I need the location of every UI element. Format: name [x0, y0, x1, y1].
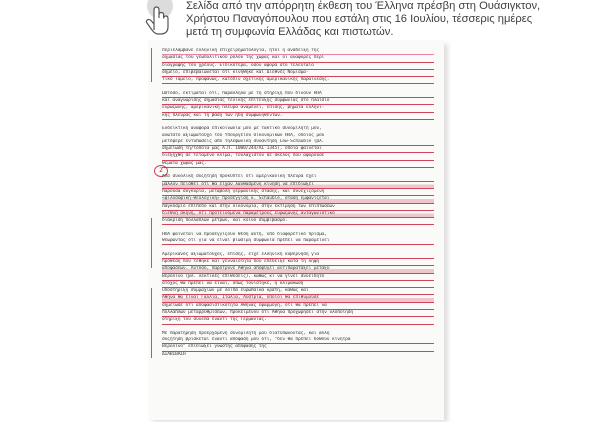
document-line: παρούσα συγκυρία, μεταβολή γερμανικής στάσης, και συνεχιζόμενη	[162, 189, 434, 196]
document-line: Από συνολική συζήτηση προκύπτει ότι αμερικανική πλευρά έχει	[162, 174, 434, 181]
document-line: σημείωσή τη/τοποία μας Α.Π. 1000/244/ΑΣ 1345), οποία φαίνεται	[162, 146, 434, 153]
document-line: πρόθεση που τέθηκε και γενναιότητα που επέδειξε κατά τη λήψη	[162, 259, 434, 266]
document-line: περιελάμβανε ελληνική επιχειρηματολογία, ήτοι η ανάδειξη της	[162, 48, 434, 55]
photo-caption	[186, 0, 541, 38]
document-line: στήριξη του συνεπά έναντι της Γερμανίας.	[162, 317, 434, 324]
document-line: στόχος θα πρέπει να είναι, όπως τονίστηκε, η κλιμάκωση	[162, 281, 434, 288]
embassy-report-page	[148, 40, 444, 420]
hand-pointer-icon	[140, 0, 174, 36]
document-line: ΗΠΑ φαίνεται να προσεγγίζουν θέση αυτή, υπό διαφορετικό πρίσμα,	[162, 231, 327, 237]
paragraph-number-circle: 2	[154, 165, 168, 177]
document-line: διαγραφής του χρέους. Ειδικότερα, οσον αφορά στο τελευταίο	[162, 63, 434, 70]
document-line: διάκριση πολλαπλών μέτρων, και κοινό συμβιβασμό.	[162, 218, 434, 225]
document-line: τικό Ταμείο, προφανώς, κατόπιν σχετικής αμερικανικής παραίνεσης.	[162, 77, 434, 84]
document-line: ευρωζώνης, αμερικανική πλευρά αναμένει, επίσης, βήματα ελληνι-	[162, 105, 434, 112]
document-line: υποστήριξη συμμαχιών με λοιπά ευρωπαϊκά κράτη, καθώς και	[162, 288, 434, 295]
document-line: ΔΙΑΒΙΒΑΣΗ	[162, 351, 186, 357]
document-line: Ωστόσο, εκτιμάται ότι, παράλληλα με τη στήριξη που δίνουν ΗΠΑ	[162, 91, 434, 98]
document-line: συζήτηση βρίσκεται έναντι απόφαση μου ότι, "δεν θα πρέπει δοθούν κίνητρα	[162, 337, 434, 344]
document-line: διεξήχθη σε τεταμένο κλίμα, τουλάχιστον σε σκέλος που αφορούσε	[162, 153, 434, 160]
document-line: Με παρατήρηση προερχόμενη συνομιλητή μου διατυπώνοντας, και άλλη	[162, 330, 330, 336]
document-line: σημείο, επιβεβαιώνεται ότι κινήθηκε και Διεθνές Νομισμα-	[162, 70, 434, 77]
document-line: μετέφερε εντυπώσεις από τηλεφωνική συνάντηση Lew-Schauble (βλ.	[162, 139, 434, 146]
document-line: Ενδεικτική αναφορά επικοινωνία μου με τακτικό συνομιλητή μου,	[162, 126, 322, 132]
caption-line: Χρήστου Παναγόπουλου που εστάλη στις 16 Ιουλίου, τέσσερις ημέρες	[186, 12, 533, 25]
document-line: παγκόσμιο επίπεδο και στην οικονομία, στην εκτίμηση των επιπτώσεων	[162, 204, 434, 211]
margin-mark	[151, 48, 156, 82]
document-line: μάλλον πεισθεί ότι θα είχαν λανθασμένη κίνηση να επιδιώξει	[162, 182, 434, 189]
caption-line: μετά τη συμφωνία Ελλάδας και πιστωτών.	[186, 25, 394, 38]
document-line: σημασίας του γεωπολιτικού ρόλου της χώρας και οι αναφορές περί	[162, 55, 434, 62]
document-line: Αμερικανός αξιωματούχος, επίσης, είχε ελληνική κυβέρνηση για	[162, 252, 434, 259]
margin-mark	[151, 288, 156, 358]
document-line: ανώτατο αξιωματούχο του Υπουργείου Οικονομικών ΗΠΑ, οποίος μου	[162, 132, 325, 138]
document-line: πολλαπλών μεταρρυθμίσεων, προκειμένου ότι Αθήνα προχωρήσει στην υλοποίηση	[162, 310, 434, 317]
document-line: διεθνή σκηνή, ότι προτεινόμενα παραμέτρους ευρωζώνης ανταγωνιστικό	[162, 211, 434, 218]
document-line: θεωρώντας ότι για να είναι βιώσιμη συμφωνία πρέπει να παραμείνει	[162, 238, 434, 245]
document-line: Αθήνα θα είναι Γαλλία, Ιταλία, Αυστρία, οποίοι θα επιθυμούσε	[162, 295, 434, 302]
document-line: «φιλοσοφική-θεολογική» προσέγγιση κ. Schauble, στάση εμφανίζεται	[162, 196, 434, 203]
document-line: σημείωσε ότι αποφασιστικότητα Αθήνας εφαρμογή, ότι θα πρέπει να	[162, 303, 434, 310]
document-line: Βερολίνο" επιδιώξει γνωστής απόφασης της	[162, 344, 434, 351]
document-text	[162, 48, 434, 358]
caption-line: Σελίδα από την απόρρητη έκθεση του Έλληνα πρέσβη στη Ουάσιγκτον,	[186, 0, 541, 12]
document-line: κής πλευράς και τη βάση των ήδη συμφωνηθέντων.	[162, 113, 434, 120]
margin-mark	[151, 218, 156, 268]
document-line: θέματα χώρας μας.	[162, 161, 434, 168]
document-line: αποφάσεων. Αυτόσο, παρότρυνε Αθήνα αποφύγει αντιπαρατάξει μεταξύ	[162, 266, 434, 273]
document-line: Βερολίνο (βλ. λεκτικές επιθέσεις), καθώς κι να γίνει συνειδητό	[162, 274, 434, 281]
document-line: και αναγνώρισης σημασίας τελικής επίτευξης συμφωνίας στο πλαίσιο	[162, 98, 434, 105]
